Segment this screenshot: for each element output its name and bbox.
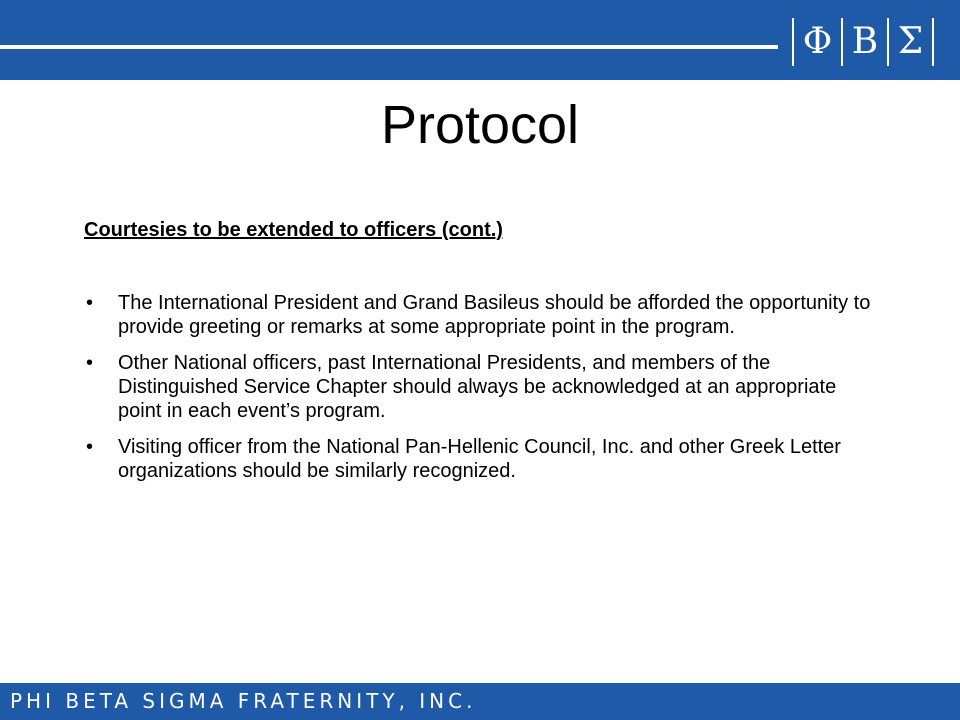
bullet-marker: •	[86, 292, 94, 314]
bullet-list	[84, 291, 884, 495]
footer-banner	[0, 683, 960, 720]
logo-letter-beta: Β	[851, 21, 879, 62]
logo-letter-phi: Φ	[802, 21, 833, 62]
bullet-marker: •	[86, 436, 94, 458]
bullet-text: Visiting officer from the National Pan-Hellenic Council, Inc. and other Greek Letter organizations should be similarly recognized.	[118, 436, 841, 482]
bullet-marker: •	[86, 352, 94, 374]
footer-organization-name: PHI BETA SIGMA FRATERNITY, INC.	[10, 689, 477, 713]
bullet-item	[84, 291, 884, 339]
header-rule	[0, 45, 778, 49]
slide-subheading: Courtesies to be extended to officers (cont.)	[84, 219, 503, 241]
logo-letter-sigma: Σ	[897, 21, 924, 62]
bullet-text: The International President and Grand Basileus should be afforded the opportunity to provide greeting or remarks at some appropriate point in the program.	[118, 292, 871, 338]
bullet-item	[84, 435, 884, 483]
bullet-item	[84, 351, 884, 423]
bullet-text: Other National officers, past International Presidents, and members of the Distinguished Service Chapter should always be acknowledged at an appropriate point in each event’s program.	[118, 352, 837, 422]
slide-title: Protocol	[380, 95, 580, 155]
header-banner	[0, 0, 960, 80]
greek-letters-logo	[792, 14, 934, 70]
logo-divider	[932, 18, 934, 66]
